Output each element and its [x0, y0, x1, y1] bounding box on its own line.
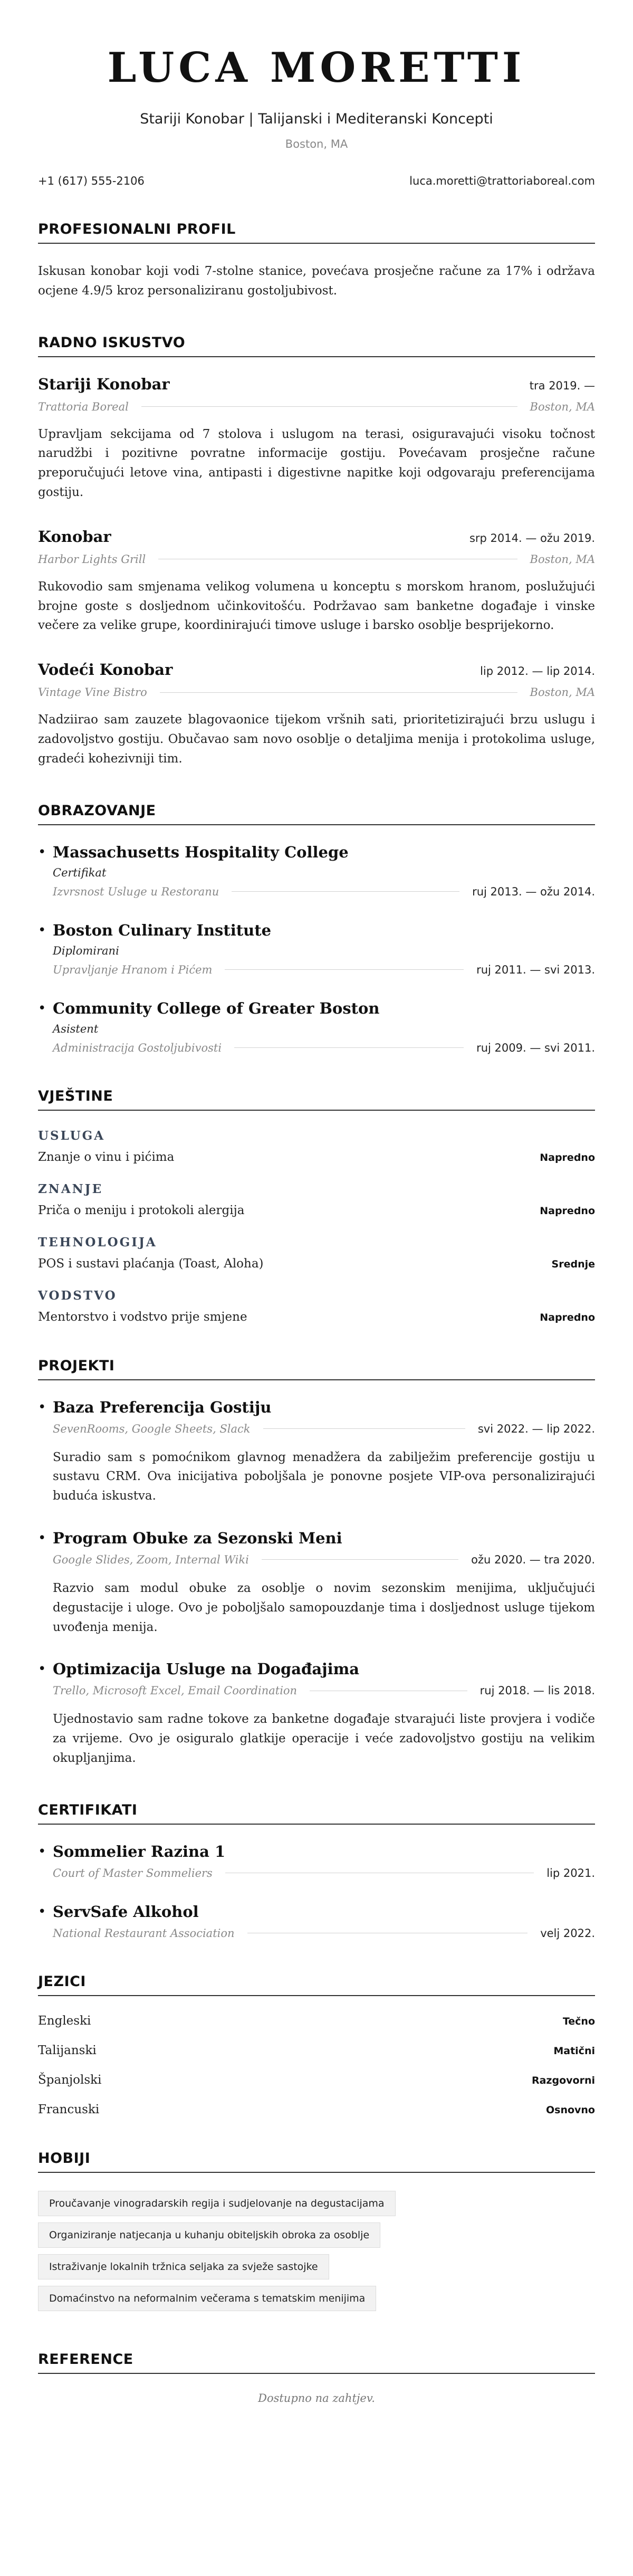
- language-name: Španjolski: [38, 2073, 102, 2087]
- language-level: Razgovorni: [531, 2074, 595, 2086]
- hobby-tag: Istraživanje lokalnih tržnica seljaka za svježe sastojke: [38, 2254, 329, 2279]
- education-entry: [38, 999, 595, 1054]
- job-location: Boston, MA: [530, 400, 595, 413]
- project-name: Program Obuke za Sezonski Meni: [53, 1529, 342, 1547]
- certificate-date: lip 2021.: [546, 1866, 595, 1879]
- contact-row: [38, 175, 595, 187]
- degree-type: Certifikat: [53, 866, 107, 879]
- field-of-study: Administracija Gostoljubivosti: [53, 1041, 222, 1054]
- resume-header: [38, 44, 595, 150]
- leader-line: [232, 891, 459, 892]
- job-role: Vodeći Konobar: [38, 661, 173, 679]
- language-name: Talijanski: [38, 2043, 97, 2057]
- skill-category: TEHNOLOGIJA: [38, 1235, 157, 1249]
- section-title: REFERENCE: [38, 2351, 595, 2374]
- language-row: [38, 2014, 595, 2028]
- language-level: Matični: [553, 2045, 595, 2057]
- candidate-name: LUCA MORETTI: [107, 44, 526, 92]
- references-section: [38, 2351, 595, 2405]
- skill-level: Srednje: [551, 1258, 595, 1270]
- bullet-icon: •: [38, 1843, 46, 1859]
- bullet-icon: •: [38, 844, 46, 860]
- language-row: [38, 2044, 595, 2057]
- leader-line: [262, 1559, 458, 1560]
- candidate-tagline: Stariji Konobar | Talijanski i Mediteranski Koncepti: [140, 111, 493, 127]
- certificate-date: velj 2022.: [540, 1926, 595, 1940]
- skills-section: [38, 1088, 595, 1324]
- project-description: Suradio sam s pomoćnikom glavnog menadžera da zabilježim preferencije gostiju u sustavu CRM. Ova inicijativa poboljšala je ponovne posjete VIP-ova personalizirajući buduća iskustva.: [53, 1450, 595, 1503]
- hobby-tag: Organiziranje natjecanja u kuhanju obiteljskih obroka za osoblje: [38, 2222, 380, 2248]
- field-of-study: Izvrsnost Usluge u Restoranu: [53, 885, 219, 898]
- section-title: OBRAZOVANJE: [38, 803, 595, 825]
- skill-level: Napredno: [540, 1205, 595, 1217]
- project-description: Ujednostavio sam radne tokove za banketne događaje stvarajući liste provjera i vodiče za vrijeme. Ovo je osiguralo glatkije operacije i veće zadovoljstvo gostiju na velikim okupljanjima.: [53, 1712, 595, 1765]
- school-name: Massachusetts Hospitality College: [53, 843, 349, 861]
- certificates-section: [38, 1802, 595, 1940]
- bullet-icon: •: [38, 1000, 46, 1016]
- job-description: Upravljam sekcijama od 7 stolova i uslugom na terasi, osiguravajući visoku točnost narudžbi i pozitivne povratne informacije gostiju. Povećavam prosječne račune preporučujući letove vina, antipasti i digestivne napitke koji odgovaraju preferencijama gostiju.: [38, 427, 595, 499]
- job-company: Harbor Lights Grill: [38, 552, 146, 566]
- skill-level: Napredno: [540, 1311, 595, 1323]
- leader-line: [263, 1428, 465, 1429]
- projects-section: [38, 1358, 595, 1768]
- project-name: Baza Preferencija Gostiju: [53, 1398, 272, 1416]
- education-section: [38, 803, 595, 1054]
- project-name: Optimizacija Usluge na Događajima: [53, 1660, 360, 1678]
- job-entry: [38, 528, 595, 635]
- leader-line: [234, 1047, 464, 1048]
- certificate-entry: [38, 1903, 595, 1940]
- project-dates: svi 2022. — lip 2022.: [477, 1422, 595, 1435]
- education-dates: ruj 2013. — ožu 2014.: [472, 885, 595, 898]
- section-title: PROJEKTI: [38, 1358, 595, 1380]
- experience-section: [38, 335, 595, 769]
- skill-name: Mentorstvo i vodstvo prije smjene: [38, 1310, 247, 1324]
- language-name: Francuski: [38, 2102, 100, 2116]
- skill-name: Znanje o vinu i pićima: [38, 1150, 175, 1164]
- hobby-tag: Proučavanje vinogradarskih regija i sudjelovanje na degustacijama: [38, 2191, 396, 2216]
- skill-level: Napredno: [540, 1151, 595, 1163]
- profile-section: [38, 221, 595, 301]
- project-tools: SevenRooms, Google Sheets, Slack: [53, 1422, 251, 1435]
- job-entry: [38, 661, 595, 768]
- skill-category: USLUGA: [38, 1128, 106, 1143]
- degree-type: Diplomirani: [53, 944, 119, 957]
- bullet-icon: •: [38, 1399, 46, 1415]
- job-company: Trattoria Boreal: [38, 400, 129, 413]
- hobby-tag: Domaćinstvo na neformalnim večerama s tematskim menijima: [38, 2286, 376, 2311]
- education-entry: [38, 843, 595, 898]
- job-company: Vintage Vine Bistro: [38, 686, 147, 699]
- project-tools: Trello, Microsoft Excel, Email Coordination: [53, 1684, 298, 1697]
- job-dates: lip 2012. — lip 2014.: [480, 665, 595, 678]
- education-entry: [38, 921, 595, 976]
- section-title: CERTIFIKATI: [38, 1802, 595, 1825]
- bullet-icon: •: [38, 1903, 46, 1920]
- language-level: Tečno: [562, 2015, 595, 2027]
- section-title: VJEŠTINE: [38, 1088, 595, 1111]
- certificate-issuer: Court of Master Sommeliers: [53, 1866, 213, 1879]
- skill-group: [38, 1182, 595, 1217]
- project-description: Razvio sam modul obuke za osoblje o novim sezonskim menijima, uključujući degustacije i uloge. Ovo je poboljšalo samopouzdanje tima i dosljednost usluge tijekom uvođenja menija.: [53, 1581, 595, 1634]
- section-title: PROFESIONALNI PROFIL: [38, 221, 595, 244]
- section-title: HOBIJI: [38, 2150, 595, 2173]
- project-dates: ruj 2018. — lis 2018.: [479, 1684, 595, 1697]
- skill-name: Priča o meniju i protokoli alergija: [38, 1203, 245, 1217]
- leader-line: [225, 969, 464, 970]
- certificate-name: Sommelier Razina 1: [53, 1842, 226, 1861]
- skill-group: [38, 1129, 595, 1164]
- job-description: Rukovodio sam smjenama velikog volumena u konceptu s morskom hranom, poslužujući brojne goste s dosljednom učinkovitošću. Podržavao sam banketne događaje i vinske večere za velike grupe, koordinirajući timove usluge i barsko osoblje besprijekorno.: [38, 579, 595, 633]
- job-dates: srp 2014. — ožu 2019.: [469, 531, 595, 545]
- certificate-issuer: National Restaurant Association: [53, 1926, 235, 1940]
- education-dates: ruj 2009. — svi 2011.: [476, 1041, 595, 1054]
- field-of-study: Upravljanje Hranom i Pićem: [53, 963, 213, 976]
- bullet-icon: •: [38, 1530, 46, 1546]
- skill-category: ZNANJE: [38, 1181, 103, 1196]
- hobbies-section: [38, 2150, 595, 2317]
- job-role: Stariji Konobar: [38, 375, 170, 393]
- skill-category: VODSTVO: [38, 1288, 117, 1303]
- education-dates: ruj 2011. — svi 2013.: [476, 963, 595, 976]
- language-row: [38, 2103, 595, 2116]
- certificate-entry: [38, 1843, 595, 1879]
- project-tools: Google Slides, Zoom, Internal Wiki: [53, 1553, 249, 1566]
- skill-group: [38, 1235, 595, 1271]
- language-name: Engleski: [38, 2014, 91, 2028]
- school-name: Boston Culinary Institute: [53, 921, 272, 939]
- language-row: [38, 2073, 595, 2087]
- job-location: Boston, MA: [530, 686, 595, 699]
- profile-summary: Iskusan konobar koji vodi 7-stolne stanice, povećava prosječne račune za 17% i održava ocjene 4.9/5 kroz personaliziranu gostoljubivost.: [38, 264, 595, 298]
- project-dates: ožu 2020. — tra 2020.: [471, 1553, 595, 1566]
- school-name: Community College of Greater Boston: [53, 999, 380, 1017]
- leader-line: [160, 692, 517, 693]
- project-entry: [38, 1660, 595, 1768]
- section-title: RADNO ISKUSTVO: [38, 335, 595, 357]
- leader-line: [141, 406, 517, 407]
- references-note: Dostupno na zahtjev.: [258, 2391, 375, 2405]
- job-dates: tra 2019. —: [529, 379, 595, 392]
- email-address: luca.moretti@trattoriaboreal.com: [409, 175, 595, 187]
- language-level: Osnovno: [545, 2104, 595, 2116]
- certificate-name: ServSafe Alkohol: [53, 1902, 199, 1921]
- project-entry: [38, 1529, 595, 1637]
- job-description: Nadziirao sam zauzete blagovaonice tijekom vršnih sati, prioritetizirajući brzu uslugu i zadovoljstvo gostiju. Obučavao sam novo osoblje o detaljima menija i protokolima usluge, gradeći kohezivniji tim.: [38, 713, 595, 766]
- skill-name: POS i sustavi plaćanja (Toast, Aloha): [38, 1256, 264, 1271]
- job-role: Konobar: [38, 527, 111, 546]
- bullet-icon: •: [38, 1661, 46, 1677]
- job-entry: [38, 375, 595, 502]
- degree-type: Asistent: [53, 1022, 99, 1035]
- section-title: JEZICI: [38, 1973, 595, 1996]
- bullet-icon: •: [38, 922, 46, 938]
- skill-group: [38, 1289, 595, 1324]
- project-entry: [38, 1398, 595, 1506]
- job-location: Boston, MA: [530, 552, 595, 566]
- candidate-location: Boston, MA: [285, 138, 348, 150]
- phone-number: +1 (617) 555-2106: [38, 175, 145, 187]
- languages-section: [38, 1973, 595, 2116]
